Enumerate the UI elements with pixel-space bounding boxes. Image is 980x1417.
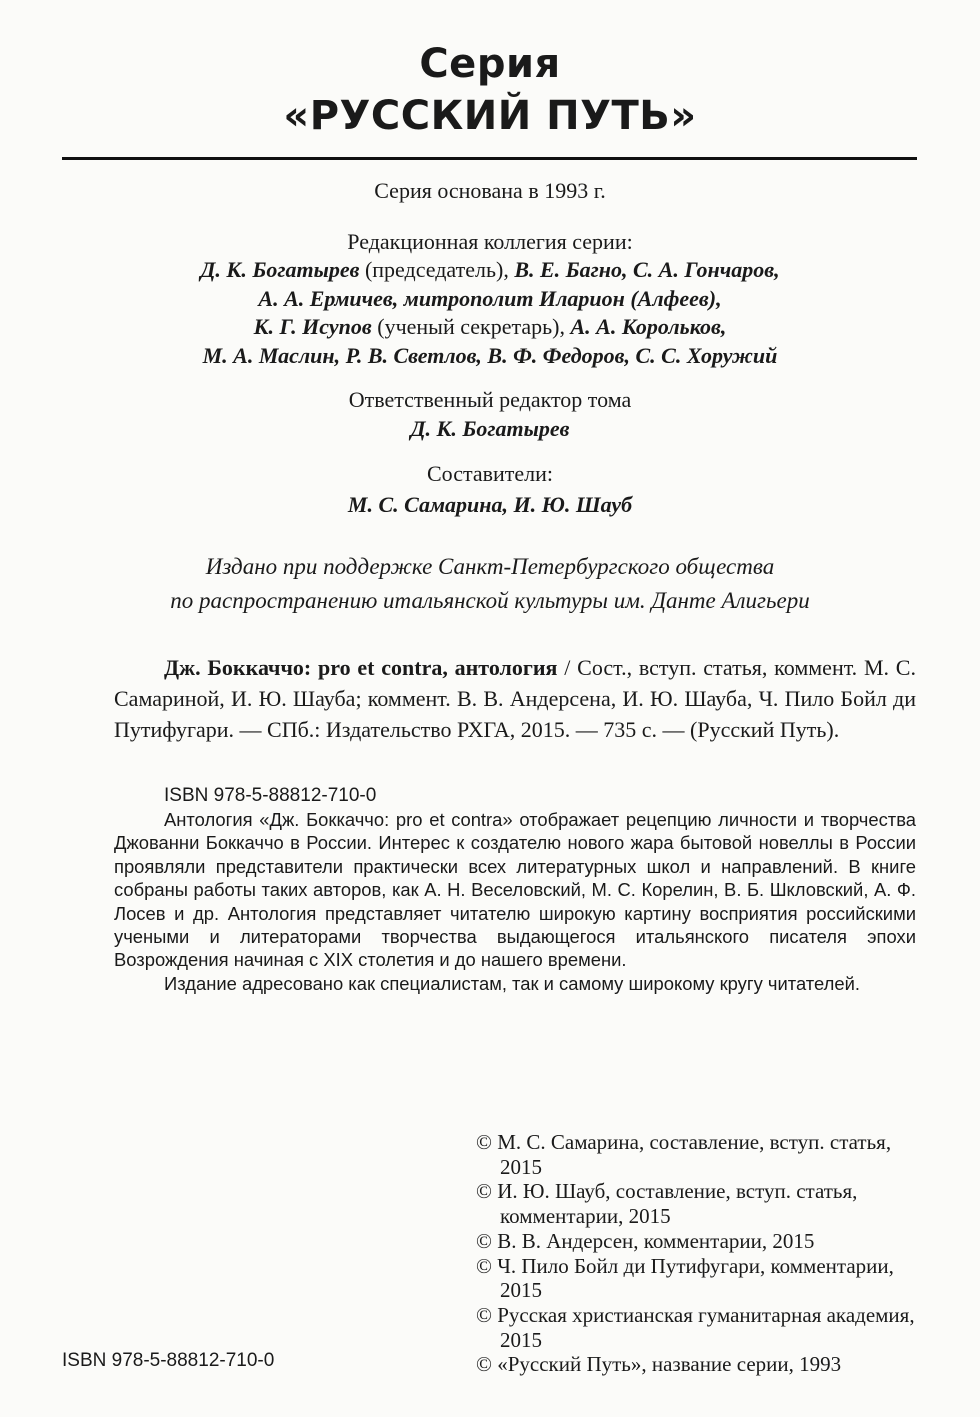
- support-line-2: по распространению итальянской культуры им. Данте Алигьери: [170, 588, 810, 613]
- board-member: Д. К. Богатырев: [200, 257, 360, 282]
- support-line-1: Издано при поддержке Санкт-Петербургского общества: [205, 554, 775, 579]
- compilers-heading: Составители:: [426, 461, 554, 486]
- board-member: В. Е. Багно, С. А. Гончаров,: [514, 257, 780, 282]
- title-divider: [62, 157, 917, 160]
- abstract-paragraph: Издание адресовано как специалистам, так и самому широкому кругу читателей.: [164, 972, 860, 994]
- series-founded: Серия основана в 1993 г.: [374, 178, 606, 203]
- series-name: «РУССКИЙ ПУТЬ»: [283, 93, 697, 139]
- copyright-entry: © В. В. Андерсен, комментарии, 2015: [476, 1228, 815, 1253]
- copyright-entry: © И. Ю. Шауб, составление, вступ. статья, комментарии, 2015: [476, 1179, 858, 1229]
- abstract-paragraph: Антология «Дж. Боккаччо: pro et contra» отображает рецепцию личности и творчества Джованни Боккаччо в России. Интерес к создателю нового жара бытовой новеллы в России проявляли представители практически всех литературных школ и направлений. В книге собраны работы таких авторов, как А. Н. Веселовский, М. С. Корелин, В. Б. Шкловский, А. Ф. Лосев и др. Антология представляет читателю широкую картину восприятия российскими учеными и литераторами творчества выдающегося итальянского писателя эпохи Возрождения начиная с XIX столетия и до нашего времени.: [114, 809, 916, 971]
- copyright-list: [476, 1130, 916, 1377]
- copyright-entry: © Русская христианская гуманитарная академия, 2015: [476, 1302, 915, 1352]
- compilers-names: М. С. Самарина, И. Ю. Шауб: [347, 492, 633, 517]
- board-line-1: [0, 256, 980, 285]
- volume-editor-heading: Ответственный редактор тома: [348, 387, 632, 412]
- volume-editor-name: Д. К. Богатырев: [410, 416, 570, 441]
- abstract: [114, 808, 916, 995]
- board-line-2: [0, 285, 980, 314]
- support-note: [0, 550, 980, 618]
- book-title: Дж. Боккаччо: pro et contra, антология: [164, 655, 558, 680]
- copyright-entry: © М. С. Самарина, составление, вступ. статья, 2015: [476, 1130, 892, 1179]
- series-title: [0, 38, 980, 142]
- board-member: А. А. Ермичев, митрополит Иларион (Алфеев),: [258, 285, 722, 311]
- board-member: А. А. Корольков,: [570, 314, 727, 339]
- series-word: Серия: [419, 41, 561, 87]
- copyright-entry: © Ч. Пило Бойл ди Путифугари, комментарии, 2015: [476, 1253, 894, 1303]
- board-member: М. А. Маслин, Р. В. Светлов, В. Ф. Федоров, С. С. Хоружий: [202, 342, 778, 368]
- board-role: (ученый секретарь),: [371, 314, 571, 339]
- isbn-record: ISBN 978-5-88812-710-0: [164, 785, 377, 806]
- editorial-board-heading: Редакционная коллегия серии:: [347, 229, 633, 254]
- copyright-entry: © «Русский Путь», название серии, 1993: [476, 1352, 842, 1377]
- board-member: К. Г. Исупов: [253, 314, 372, 339]
- isbn-footer: ISBN 978-5-88812-710-0: [62, 1350, 275, 1371]
- board-line-3: [0, 313, 980, 342]
- bibliographic-details: / Сост., вступ. статья, коммент. М. С. Самариной, И. Ю. Шауба; коммент. В. В. Андерсена, И. Ю. Шауба, Ч. Пило Бойл ди Путифугари. — СПб.: Издательство РХГА, 2015. — 735 с. — (Русский Путь).: [114, 655, 916, 742]
- board-role: (председатель),: [359, 257, 515, 282]
- board-line-4: [0, 342, 980, 371]
- editorial-board-list: [0, 256, 980, 370]
- bibliographic-record: [114, 652, 916, 745]
